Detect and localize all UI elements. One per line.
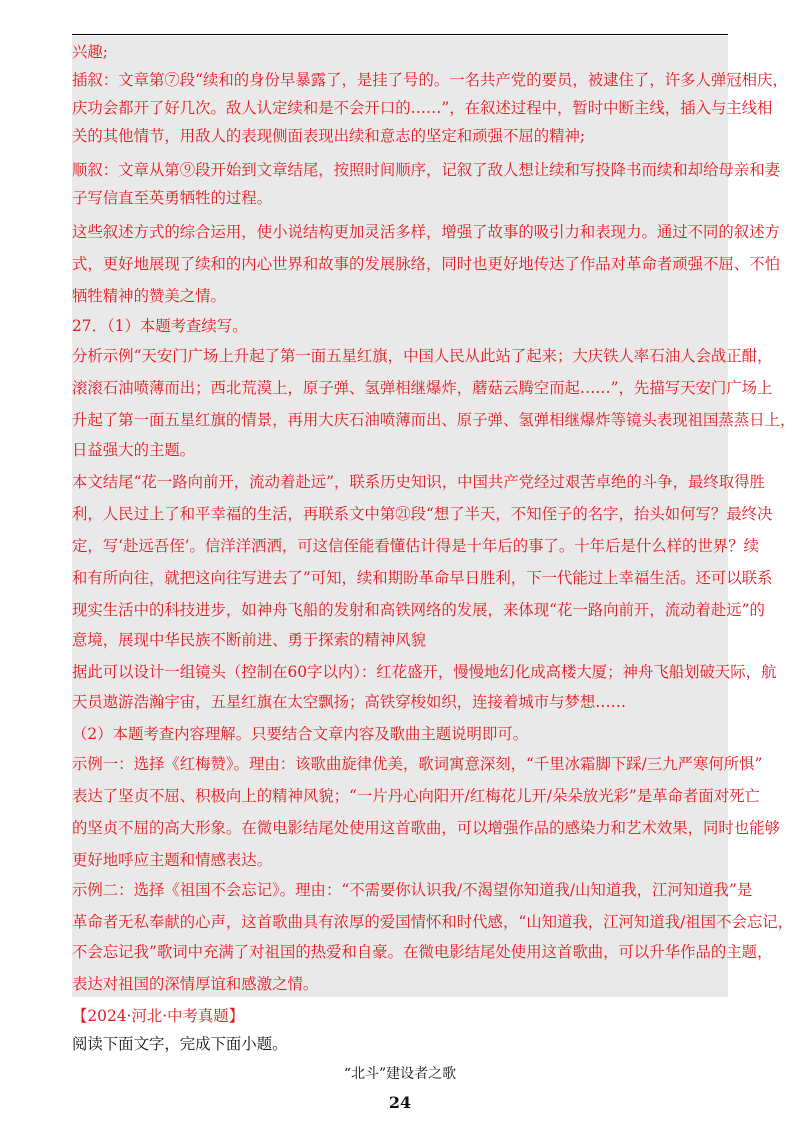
- text-line: 27．（1）本题考查续写。: [72, 317, 248, 335]
- text-line: 利，人民过上了和平幸福的生活，再联系文中第㉑段“想了半天，不知侄子的名字，抬头如何写？最终决: [72, 505, 773, 523]
- text-line: 升起了第一面五星红旗的情景，再用大庆石油喷薄而出、原子弹、氢弹相继爆炸等镜头表现祖国蒸蒸日上，: [72, 411, 796, 429]
- text-line: 插叙：文章第⑦段“续和的身份早暴露了，是挂了号的。一名共产党的要员，被逮住了，许多人弹冠相庆，: [72, 71, 788, 89]
- text-line: 日益强大的主题。: [72, 441, 196, 459]
- text-line: 现实生活中的科技进步，如神舟飞船的发射和高铁网络的发展，来体现“花一路向前开，流动着赴远”的: [72, 601, 765, 619]
- text-line: 和有所向往，就把这向往写进去了”可知，续和期盼革命早日胜利，下一代能过上幸福生活。还可以联系: [72, 569, 773, 587]
- article-title: “北斗”建设者之歌: [343, 1066, 457, 1082]
- header-rule: [72, 34, 728, 35]
- text-line: 意境，展现中华民族不断前进、勇于探索的精神风貌: [72, 631, 426, 649]
- text-line: 革命者无私奉献的心声，这首歌曲具有浓厚的爱国情怀和时代感，“山知道我，江河知道我/祖国不会忘记，: [72, 913, 794, 931]
- text-line: 更好地呼应主题和情感表达。: [72, 851, 273, 869]
- text-line: 天员遨游浩瀚宇宙，五星红旗在太空飘扬；高铁穿梭如织，连接着城市与梦想……: [72, 693, 627, 711]
- text-line: 据此可以设计一组镜头（控制在60字以内）：红花盛开，慢慢地幻化成高楼大厦；神舟飞船划破天际，航: [72, 663, 777, 681]
- text-line: 关的其他情节，用敌人的表现侧面表现出续和意志的坚定和顽强不屈的精神;: [72, 127, 586, 145]
- text-line: 子写信直至英勇牺牲的过程。: [72, 189, 273, 207]
- text-line: 定，写‘赴远吾侄’。信洋洋洒洒，可这信侄能看懂估计得是十年后的事了。十年后是什么样的世界？续: [72, 537, 759, 555]
- text-line: 的坚贞不屈的高大形象。在微电影结尾处使用这首歌曲，可以增强作品的感染力和艺术效果，同时也能够: [72, 819, 780, 837]
- text-line: 示例一：选择《红梅赞》。理由：该歌曲旋律优美，歌词寓意深刻，“千里冰霜脚下踩/三九严寒何所惧”: [72, 755, 763, 773]
- text-line: 滚滚石油喷薄而出；西北荒漠上，原子弹、氢弹相继爆炸，蘑菇云腾空而起……”，先描写天安门广场上: [72, 379, 773, 397]
- text-line: 庆功会都开了好几次。敌人认定续和是不会开口的……”，在叙述过程中，暂时中断主线，插入与主线相: [72, 99, 773, 117]
- text-line: 不会忘记我”歌词中充满了对祖国的热爱和自豪。在微电影结尾处使用这首歌曲，可以升华作品的主题，: [72, 943, 773, 961]
- text-line: 兴趣;: [72, 43, 108, 61]
- text-line: 分析示例“天安门广场上升起了第一面五星红旗，中国人民从此站了起来；大庆铁人率石油人会战正酣，: [72, 347, 773, 365]
- text-line: 表达了坚贞不屈、积极向上的精神风貌；“一片丹心向阳开/红梅花儿开/朵朵放光彩”是革命者面对死亡: [72, 787, 760, 805]
- text-line: 牺牲精神的赞美之情。: [72, 287, 226, 305]
- text-line: 式，更好地展现了续和的内心世界和故事的发展脉络，同时也更好地传达了作品对革命者顽强不屈、不怕: [72, 255, 780, 273]
- exam-source-tag: 【2024·河北·中考真题】: [72, 1007, 245, 1025]
- reading-instruction: 阅读下面文字，完成下面小题。: [72, 1035, 288, 1053]
- text-line: 表达对祖国的深情厚谊和感激之情。: [72, 975, 319, 993]
- text-line: 示例二：选择《祖国不会忘记》。理由：“不需要你认识我/不渴望你知道我/山知道我，江河知道我”是: [72, 881, 753, 899]
- text-line: 本文结尾“花一路向前开，流动着赴远”，联系历史知识，中国共产党经过艰苦卓绝的斗争，最终取得胜: [72, 473, 765, 491]
- page-number: 24: [388, 1093, 412, 1112]
- text-line: （2）本题考查内容理解。只要结合文章内容及歌曲主题说明即可。: [72, 725, 529, 743]
- text-line: 顺叙：文章从第⑨段开始到文章结尾，按照时间顺序，记叙了敌人想让续和写投降书而续和却给母亲和妻: [72, 161, 780, 179]
- text-line: 这些叙述方式的综合运用，使小说结构更加灵活多样，增强了故事的吸引力和表现力。通过不同的叙述方: [72, 223, 780, 241]
